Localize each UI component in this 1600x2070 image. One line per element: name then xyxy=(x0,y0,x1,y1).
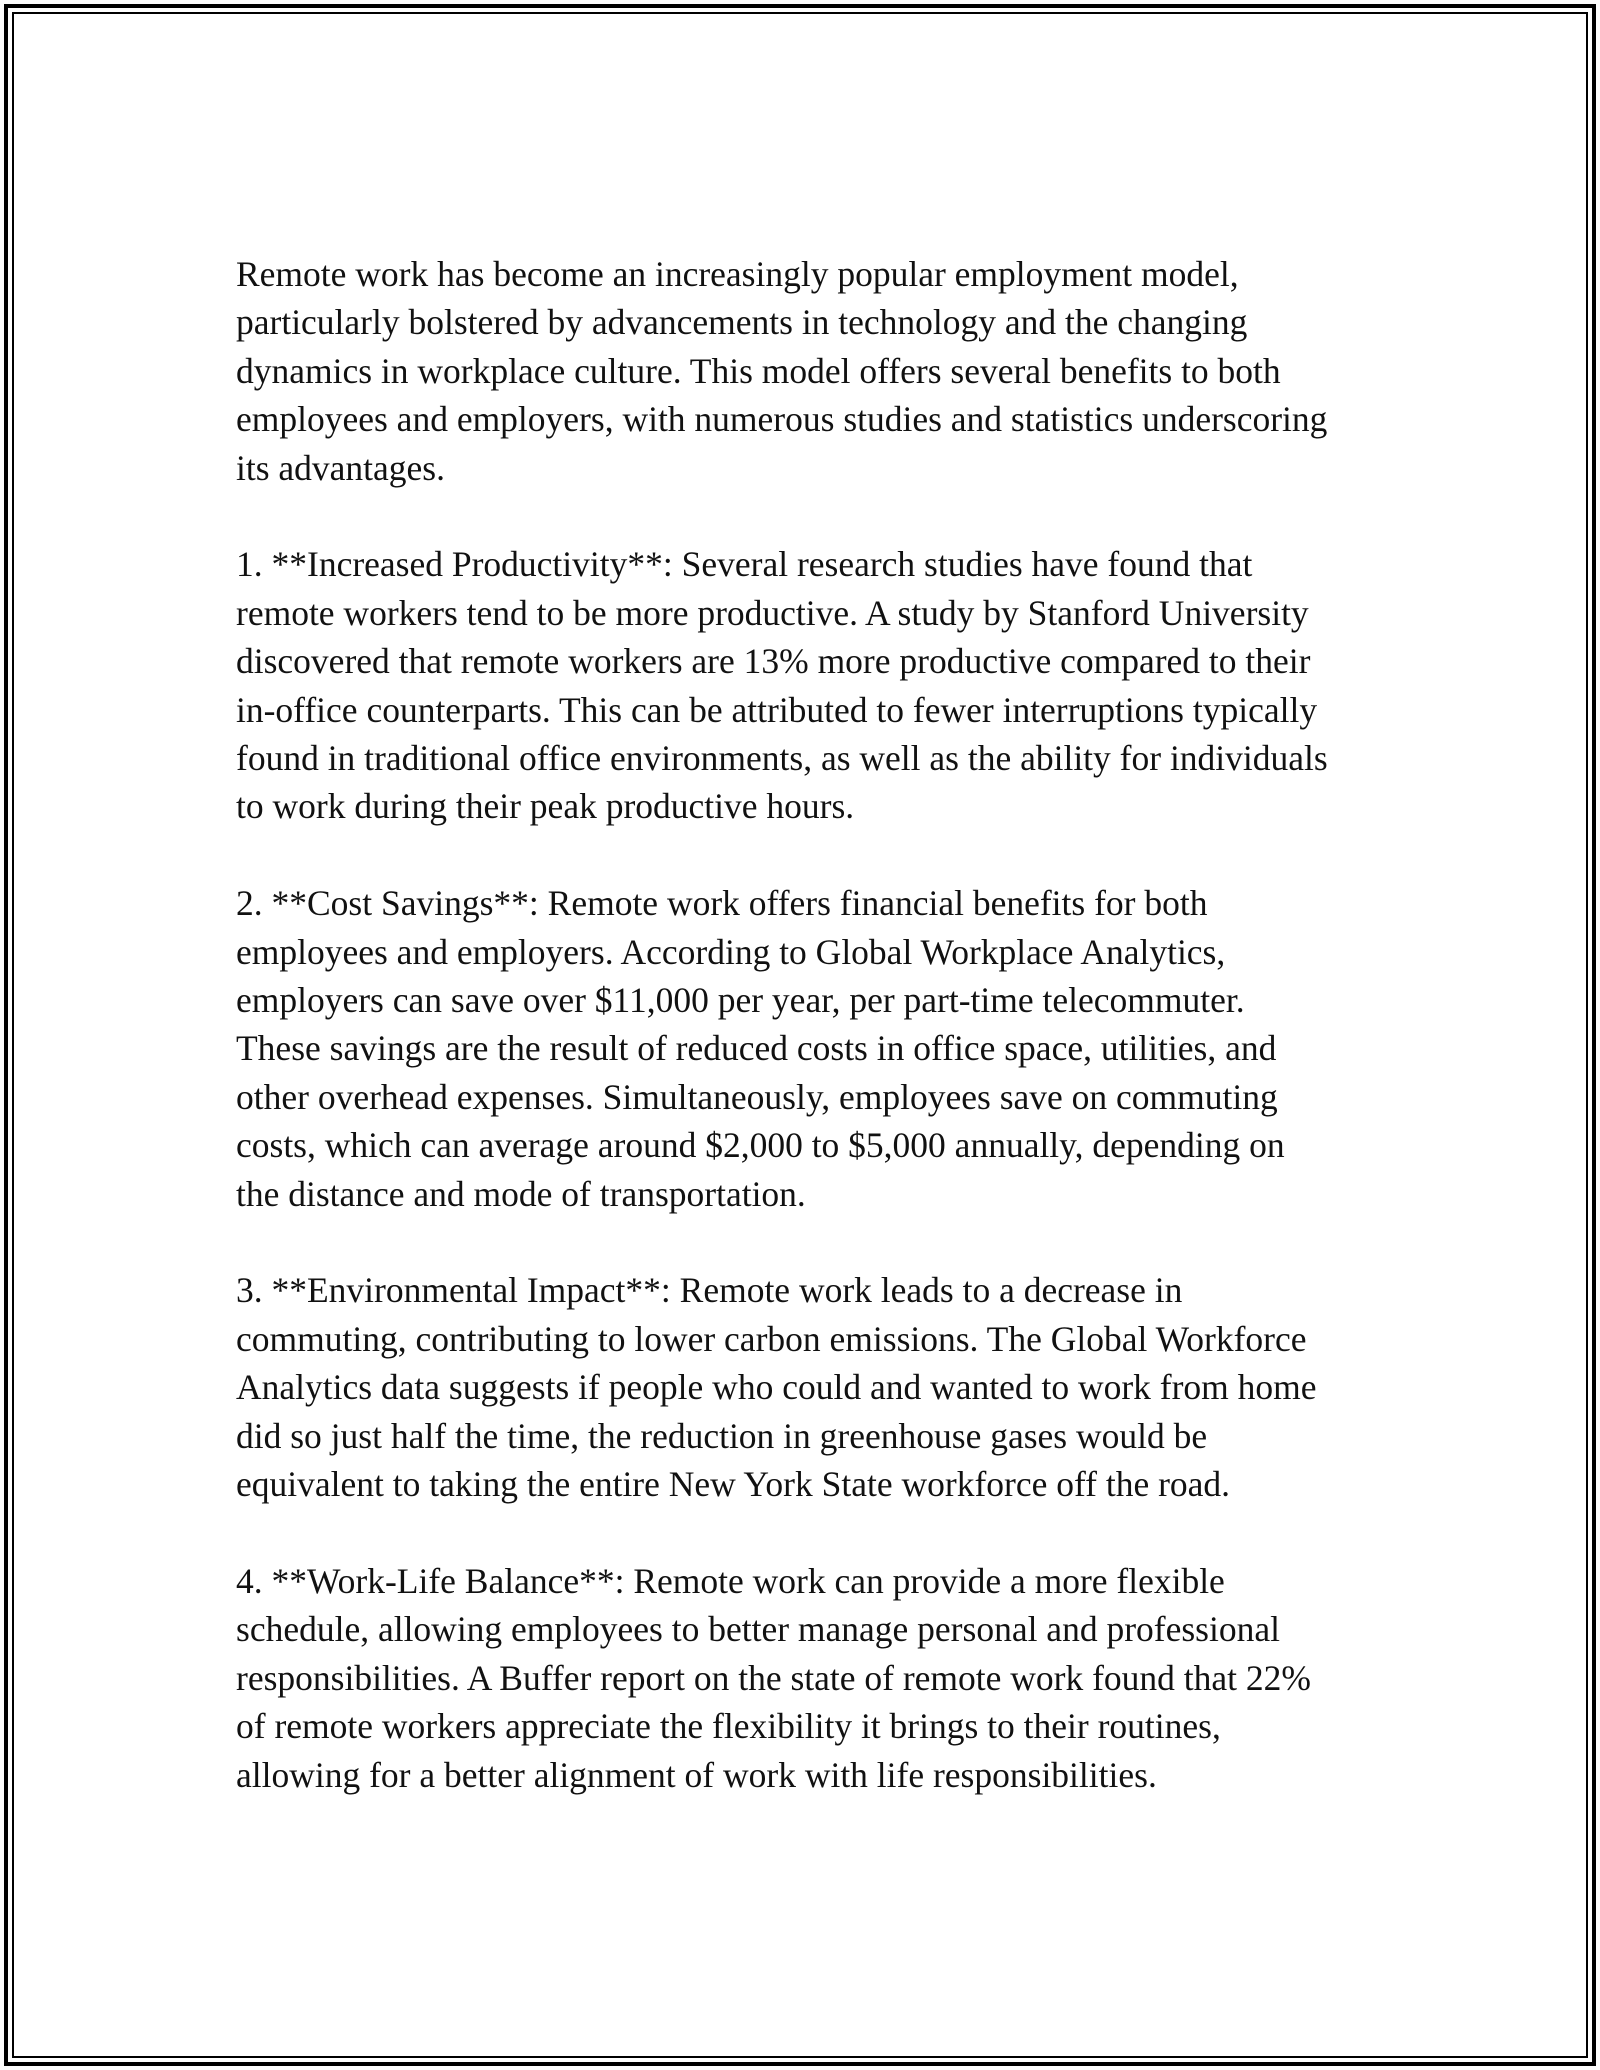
environmental-impact-paragraph: 3. **Environmental Impact**: Remote work leads to a decrease in commuting, contributing to lower carbon emissions. The Global Workforce Analytics data suggests if people who could and wanted to work from home did so just half the time, the reduction in greenhouse gases would be equivalent to taking the entire New York State workforce off the road. xyxy=(236,1270,1317,1505)
work-life-balance-paragraph: 4. **Work-Life Balance**: Remote work can provide a more flexible schedule, allowing employees to better manage personal and professional responsibilities. A Buffer report on the state of remote work found that 22% of remote workers appreciate the flexibility it brings to their routines, allowing for a better alignment of work with life responsibilities. xyxy=(236,1560,1311,1795)
productivity-paragraph: 1. **Increased Productivity**: Several research studies have found that remote workers tend to be more productive. A study by Stanford University discovered that remote workers are 13% more productive compared to their in-office counterparts. This can be attributed to fewer interruptions typically found in traditional office environments, as well as the ability for individuals to work during their peak productive hours. xyxy=(236,544,1328,827)
document-body xyxy=(236,250,1376,1847)
intro-paragraph: Remote work has become an increasingly popular employment model, particularly bolstered by advancements in technology and the changing dynamics in workplace culture. This model offers several benefits to both employees and employers, with numerous studies and statistics underscoring its advantages. xyxy=(236,254,1328,488)
cost-savings-paragraph: 2. **Cost Savings**: Remote work offers financial benefits for both employees and employers. According to Global Workplace Analytics, employers can save over $11,000 per year, per part-time telecommuter. These savings are the result of reduced costs in office space, utilities, and other overhead expenses. Simultaneously, employees save on commuting costs, which can average around $2,000 to $5,000 annually, depending on the distance and mode of transportation. xyxy=(236,883,1285,1214)
